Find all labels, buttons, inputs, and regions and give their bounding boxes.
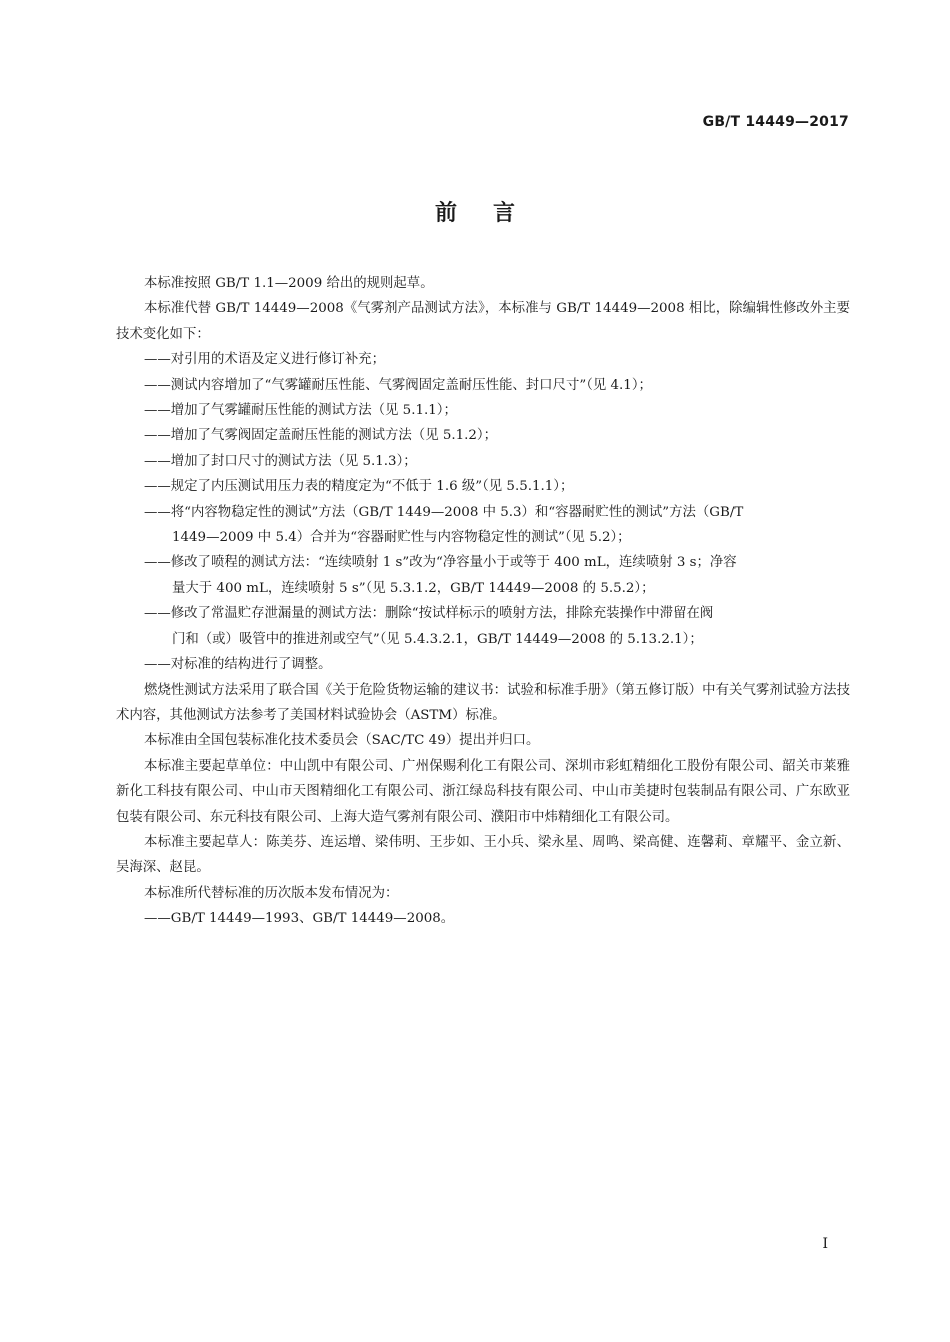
change-item: ——修改了常温贮存泄漏量的测试方法：删除“按试样标示的喷射方法，排除充装操作中滞留在阀 门和（或）吸管中的推进剂或空气”（见 5.4.3.2.1，GB/T 14449—2008 的 5.13.2.1）；	[144, 606, 714, 647]
paragraph-drafters: 本标准主要起草人：陈美芬、连运增、梁伟明、王步如、王小兵、梁永星、周鸣、梁高健、连馨莉、章耀平、金立新、吴海深、赵昆。	[116, 834, 850, 876]
change-item: ——对标准的结构进行了调整。	[144, 657, 332, 673]
page-title: 前言	[434, 201, 551, 226]
change-item: ——增加了封口尺寸的测试方法（见 5.1.3）；	[144, 453, 417, 469]
change-item: ——增加了气雾阀固定盖耐压性能的测试方法（见 5.1.2）；	[144, 428, 498, 444]
paragraph-combustion-method: 燃烧性测试方法采用了联合国《关于危险货物运输的建议书：试验和标准手册》（第五修订版）中有关气雾剂试验方法技术内容，其他测试方法参考了美国材料试验协会（ASTM）标准。	[116, 682, 850, 723]
change-item: ——对引用的术语及定义进行修订补充；	[144, 352, 386, 368]
paragraph-drafting-rules: 本标准按照 GB/T 1.1—2009 给出的规则起草。	[144, 276, 434, 291]
paragraph-proposer: 本标准由全国包装标准化技术委员会（SAC/TC 49）提出并归口。	[144, 733, 540, 749]
paragraph-drafting-units: 本标准主要起草单位：中山凯中有限公司、广州保赐利化工有限公司、深圳市彩虹精细化工股份有限公司、韶关市莱雅新化工科技有限公司、中山市天图精细化工有限公司、浙江绿岛科技有限公司、中山市美捷时包装制品有限公司、广东欧亚包装有限公司、东元科技有限公司、上海大造气雾剂有限公司、濮阳市中炜精细化工有限公司。	[116, 758, 850, 825]
paragraph-history-intro: 本标准所代替标准的历次版本发布情况为：	[144, 885, 399, 901]
change-item: ——将“内容物稳定性的测试”方法（GB/T 1449—2008 中 5.3）和“容器耐贮性的测试”方法（GB/T 1449—2009 中 5.4）合并为“容器耐贮性与内容物稳定性的测试”（见 5.2）；	[144, 504, 744, 546]
document-body	[116, 271, 850, 932]
change-item: ——测试内容增加了“气雾罐耐压性能、气雾阀固定盖耐压性能、封口尺寸”（见 4.1）；	[144, 377, 652, 393]
history-item: ——GB/T 14449—1993、GB/T 14449—2008。	[144, 911, 455, 927]
paragraph-replacement: 本标准代替 GB/T 14449—2008《气雾剂产品测试方法》，本标准与 GB/T 14449—2008 相比，除编辑性修改外主要技术变化如下：	[116, 301, 850, 342]
page-number: I	[822, 1236, 828, 1252]
change-item: ——规定了内压测试用压力表的精度定为“不低于 1.6 级”（见 5.5.1.1）；	[144, 479, 574, 495]
change-item: ——增加了气雾罐耐压性能的测试方法（见 5.1.1）；	[144, 403, 457, 419]
change-item: ——修改了喷程的测试方法：“连续喷射 1 s”改为“净容量小于或等于 400 mL，连续喷射 3 s；净容 量大于 400 mL，连续喷射 5 s”（见 5.3.1.2，GB/T 14449—2008 的 5.5.2）；	[144, 555, 737, 596]
standard-code: GB/T 14449—2017	[702, 114, 849, 130]
